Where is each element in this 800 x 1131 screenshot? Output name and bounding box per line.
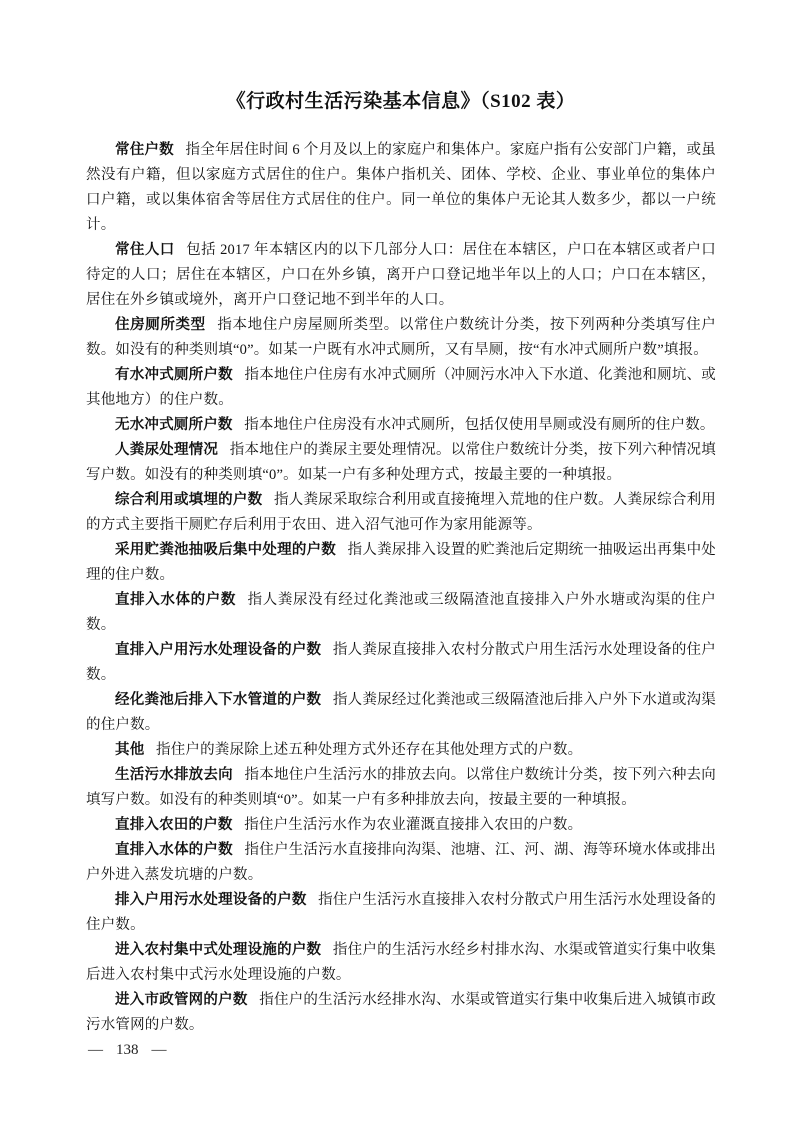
term-label: 住房厕所类型: [115, 317, 206, 333]
term-label: 人粪尿处理情况: [115, 442, 219, 458]
definition-text: 指住户生活污水直接排入农村分散式户用生活污水处理设备的住户数。: [86, 892, 716, 933]
definition-paragraph: [86, 313, 716, 363]
definition-text: 指人粪尿没有经过化粪池或三级隔渣池直接排入户外水塘或沟渠的住户数。: [86, 592, 716, 633]
definition-text: 指住户的粪尿除上述五种处理方式外还存在其他处理方式的户数。: [156, 742, 583, 758]
definition-paragraph: [86, 438, 716, 488]
definition-text: 指人粪尿采取综合利用或直接掩埋入荒地的住户数。人粪尿综合利用的方式主要指干厕贮存后利用于农田、进入沼气池可作为家用能源等。: [86, 492, 717, 533]
term-label: 进入市政管网的户数: [115, 992, 248, 1008]
term-label: 有水冲式厕所户数: [115, 367, 233, 383]
term-label: 进入农村集中式处理设施的户数: [115, 942, 322, 958]
term-label: 无水冲式厕所户数: [115, 417, 233, 433]
definition-text: 指本地住户房屋厕所类型。以常住户数统计分类，按下列两种分类填写住户数。如没有的种类则填“0”。如某一户既有水冲式厕所，又有旱厕，按“有水冲式厕所户数”填报。: [86, 317, 716, 358]
term-label: 直排入水体的户数: [115, 842, 233, 858]
definition-text: 指全年居住时间 6 个月及以上的家庭户和集体户。家庭户指有公安部门户籍，或虽然没有户籍，但以家庭方式居住的住户。集体户指机关、团体、学校、企业、事业单位的集体户口户籍，或以集体宿舍等居住方式居住的住户。同一单位的集体户无论其人数多少，都以一户统计。: [86, 142, 716, 233]
definition-paragraph: [86, 538, 716, 588]
term-label: 排入户用污水处理设备的户数: [115, 892, 307, 908]
definition-text: 指住户的生活污水经乡村排水沟、水渠或管道实行集中收集后进入农村集中式污水处理设施的户数。: [86, 942, 716, 983]
definition-text: 指本地住户生活污水的排放去向。以常住户数统计分类，按下列六种去向填写户数。如没有的种类则填“0”。如某一户有多种排放去向，按最主要的一种填报。: [86, 767, 716, 808]
footer-right-dash: —: [151, 1042, 167, 1058]
definition-paragraph: [86, 938, 716, 988]
definition-paragraph: [86, 363, 716, 413]
definition-paragraph: [86, 588, 716, 638]
definition-text: 指人粪尿经过化粪池或三级隔渣池后排入户外下水道或沟渠的住户数。: [86, 692, 716, 733]
page-title: 《行政村生活污染基本信息》（S102 表）: [226, 91, 576, 112]
definition-paragraph: [86, 138, 716, 238]
definition-text: 指本地住户的粪尿主要处理情况。以常住户数统计分类，按下列六种情况填写户数。如没有的种类则填“0”。如某一户有多种处理方式，按最主要的一种填报。: [86, 442, 716, 483]
term-label: 直排入水体的户数: [115, 592, 236, 608]
term-label: 经化粪池后排入下水管道的户数: [115, 692, 322, 708]
term-label: 生活污水排放去向: [115, 767, 233, 783]
definition-text: 包括 2017 年本辖区内的以下几部分人口：居住在本辖区，户口在本辖区或者户口待定的人口；居住在本辖区，户口在外乡镇，离开户口登记地半年以上的人口；户口在本辖区，居住在外乡镇或境外，离开户口登记地不到半年的人口。: [86, 242, 716, 308]
definition-paragraph: [86, 813, 716, 838]
definition-paragraph: [86, 838, 716, 888]
footer-left-dash: —: [88, 1042, 103, 1058]
definition-text: 指本地住户住房有水冲式厕所（冲厕污水冲入下水道、化粪池和厕坑、或其他地方）的住户数。: [86, 367, 716, 408]
definition-text: 指住户的生活污水经排水沟、水渠或管道实行集中收集后进入城镇市政污水管网的户数。: [86, 992, 716, 1033]
term-label: 常住户数: [115, 142, 174, 158]
term-label: 常住人口: [115, 242, 175, 258]
definition-paragraph: [86, 488, 716, 538]
definition-paragraph: [86, 888, 716, 938]
term-label: 直排入户用污水处理设备的户数: [115, 642, 322, 658]
definition-text: 指人粪尿排入设置的贮粪池后定期统一抽吸运出再集中处理的住户数。: [86, 542, 717, 583]
definition-text: 指住户生活污水直接排向沟渠、池塘、江、河、湖、海等环境水体或排出户外进入蒸发坑塘的户数。: [86, 842, 716, 883]
definition-paragraph: [86, 988, 716, 1038]
term-label: 采用贮粪池抽吸后集中处理的户数: [115, 542, 337, 558]
page-number: 138: [116, 1042, 139, 1058]
definition-text: 指住户生活污水作为农业灌溉直接排入农田的户数。: [244, 817, 583, 833]
term-label: 其他: [115, 742, 145, 758]
term-label: 直排入农田的户数: [115, 817, 233, 833]
definition-paragraph: [86, 763, 716, 813]
page-footer: [88, 1042, 167, 1059]
definition-paragraph: [86, 638, 716, 688]
term-label: 综合利用或填埋的户数: [115, 492, 263, 508]
definition-paragraph: [86, 688, 716, 738]
definition-text: 指人粪尿直接排入农村分散式户用生活污水处理设备的住户数。: [86, 642, 716, 683]
definition-paragraph: [86, 238, 716, 313]
definition-text: 指本地住户住房没有水冲式厕所，包括仅使用旱厕或没有厕所的住户数。: [244, 417, 715, 433]
definition-paragraph: [86, 413, 716, 438]
definition-paragraph: [86, 738, 716, 763]
